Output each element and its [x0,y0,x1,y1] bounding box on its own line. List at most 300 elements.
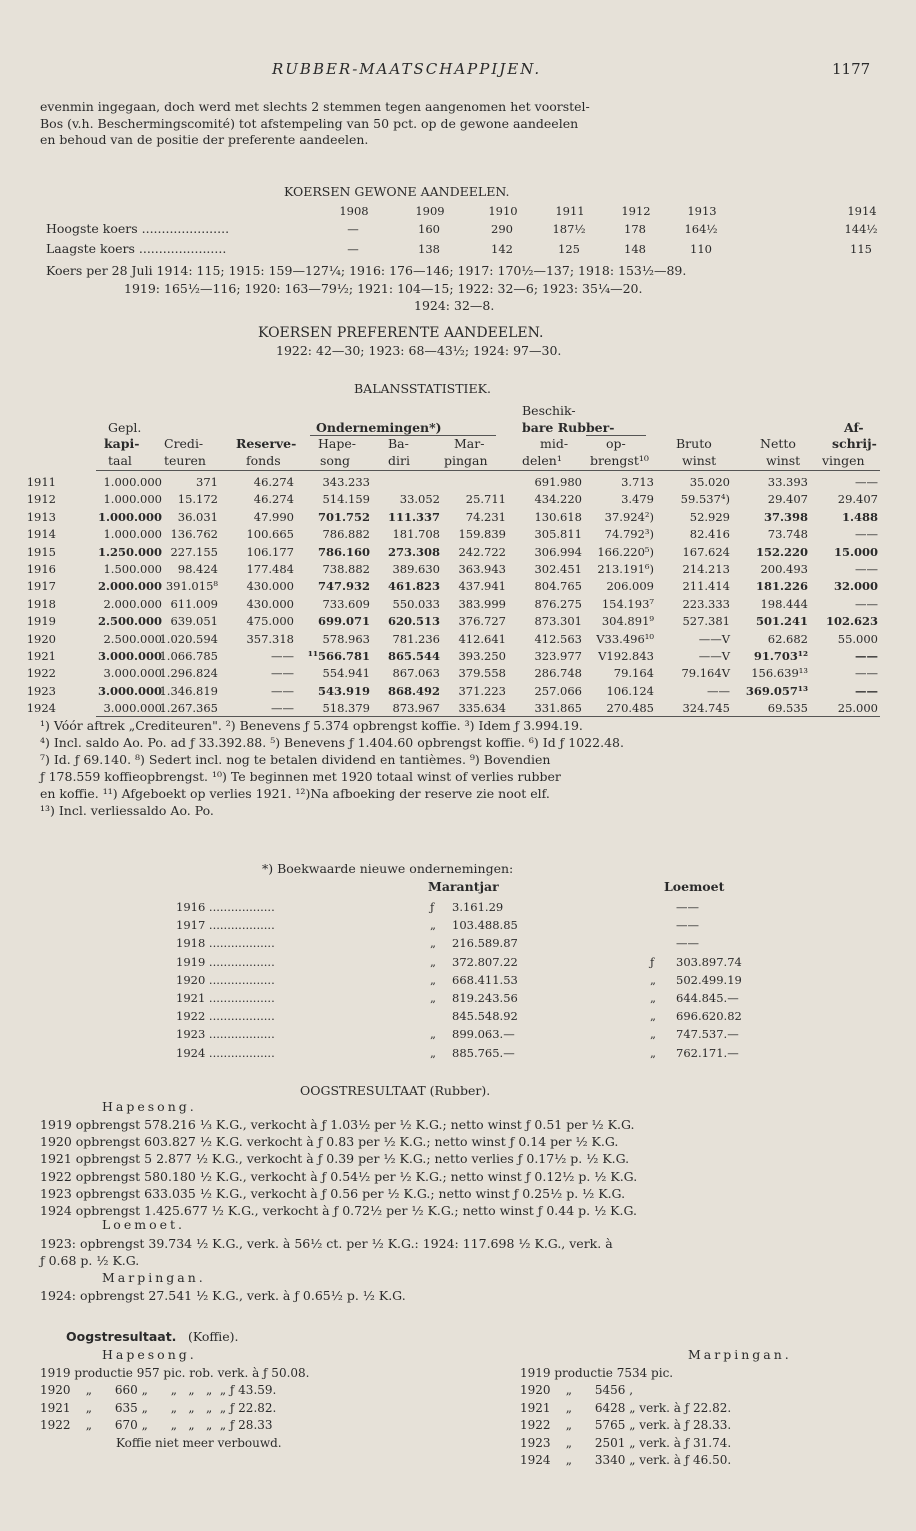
table-cell: 430.000 [246,579,294,594]
year-cell: 1923 [26,683,56,698]
boekwaarde-row [0,900,916,917]
koffie-line: 1920 „ 5456 , [520,1383,634,1398]
year-cell: 1911 [26,475,56,489]
table-cell: 611.009 [170,596,218,611]
oogst-line: 1920 opbrengst 603.827 ½ K.G. verkocht à ƒ 0.83 per ½ K.G.; netto winst ƒ 0.14 per ½ K.G. [40,1134,619,1150]
year-label: 1921 .................. [176,991,275,1005]
table-cell: 106.177 [246,544,294,559]
year-label: 1910 [488,204,518,218]
table-cell: 98.424 [177,562,218,576]
table-cell: 181.226 [755,579,808,594]
koffie-line: 1923 „ 2501 „ verk. à ƒ 31.74. [520,1435,732,1450]
col-head: Gepl. [108,420,142,435]
col-head: Ondernemingen*) [316,420,442,435]
col-head: vingen [822,453,865,468]
table-cell: 323.977 [534,649,582,663]
prefix: „ [430,972,436,987]
footnote: ƒ 178.559 koffieopbrengst. ¹⁰) Te beginnen met 1920 totaal winst of verlies rubber [40,769,561,784]
prefix: „ [430,991,436,1005]
table-row [26,492,890,509]
prefix: „ [430,918,436,933]
col-head: pingan [444,453,488,468]
section-heading: KOERSEN GEWONE AANDEELEN. [284,184,510,199]
boekwaarde-row [0,955,916,972]
table-cell: 29.407 [767,492,808,507]
year-cell: 1916 [26,562,56,576]
table-cell: 527.381 [682,614,730,629]
year-label: 1912 [621,204,651,218]
table-cell: 227.155 [170,544,218,559]
table-cell: 865.544 [387,649,440,663]
table-cell: 46.274 [253,475,294,489]
year-cell: 1921 [26,649,56,663]
intro-line: evenmin ingegaan, doch werd met slechts 2 stemmen tegen aangenomen het voorstel- [40,99,590,114]
prefix: „ [650,972,656,987]
prefix: „ [650,1009,656,1024]
table-cell: 335.634 [458,701,506,716]
value: 103.488.85 [452,918,518,933]
table-cell: 111.337 [387,509,440,524]
table-cell: 69.535 [767,701,808,716]
year-label: 1918 .................. [176,936,275,951]
table-cell: 25.711 [465,492,506,507]
table-cell: 33.052 [399,492,440,507]
table-cell: 15.000 [833,544,878,559]
table-cell: —— [855,683,878,698]
table-cell: 391.015⁸ [165,579,218,594]
prefix: „ [650,991,656,1005]
table-cell: 46.274 [253,492,294,507]
col-head: Hape- [318,436,356,451]
col-head: fonds [246,453,281,468]
year-cell: 1919 [26,614,56,629]
table-cell: 873.967 [392,701,440,716]
table-cell: 620.513 [387,614,440,629]
table-cell: 152.220 [755,544,808,559]
year-label: 1908 [339,204,369,218]
prefix: „ [650,1045,656,1060]
value: 303.897.74 [676,954,742,969]
table-cell: 213.191⁶) [597,562,654,576]
koers-value: 148 [624,242,646,256]
oogst-line: 1924: opbrengst 27.541 ½ K.G., verk. à ƒ 0.65½ p. ½ K.G. [40,1288,406,1303]
table-cell: 324.745 [682,701,730,716]
table-cell: 82.416 [689,527,730,542]
table-cell: 501.241 [755,614,808,629]
table-cell: 1.000.000 [97,509,162,524]
col-head: Beschik- [522,403,576,418]
table-cell: 156.639¹³ [751,666,808,681]
year-label: 1916 .................. [176,900,275,914]
table-cell: 1.346.819 [159,683,218,698]
year-cell: 1913 [26,509,56,524]
table-cell: 437.941 [458,579,506,594]
koers-value: 160 [418,222,440,236]
row-label: Hoogste koers ...................... [46,222,230,236]
table-cell: 514.159 [322,492,370,507]
koers-value: 110 [690,242,712,256]
koers-note: Koers per 28 Juli 1914: 115; 1915: 159—127¼; 1916: 176—146; 1917: 170½—137; 1918: 153½—89. [46,263,687,278]
year-cell: 1914 [26,527,56,542]
footnote: ¹) Vóór aftrek „Crediteuren". ²) Benevens ƒ 5.374 opbrengst koffie. ³) Idem ƒ 3.994.19. [40,718,583,733]
section-heading: *) Boekwaarde nieuwe ondernemingen: [262,861,514,876]
table-cell: 223.333 [682,596,730,611]
table-row [26,475,890,492]
table-cell: 2.500.000 [103,631,162,646]
table-cell: 1.000.000 [103,527,162,542]
table-row [26,666,890,683]
col-head: winst [766,453,801,468]
koers-value: 290 [491,222,513,236]
table-cell: 35.020 [689,475,730,489]
table-cell: 270.485 [606,701,654,716]
table-cell: 3.000.000 [97,683,162,698]
prefix: „ [430,1027,436,1042]
table-cell: —— [855,666,878,681]
table-cell: 302.451 [534,562,582,576]
footnote: ¹³) Incl. verliessaldo Ao. Po. [40,803,214,818]
table-cell: 73.748 [767,527,808,542]
koers-value: 164½ [684,222,718,236]
col-head: Af- [844,420,864,435]
table-cell: 550.033 [392,596,440,611]
table-cell: 59.537⁴) [680,492,730,507]
table-cell: 412.641 [458,631,506,646]
table-cell: 91.703¹² [753,649,808,663]
table-cell: 376.727 [458,614,506,629]
table-cell: 79.164V [681,666,730,681]
year-label: 1911 [555,204,585,218]
koers-value: 187½ [552,222,586,236]
table-cell: 37.398 [763,509,808,524]
koers-value: 142 [491,242,513,256]
table-cell: 379.558 [458,666,506,681]
table-cell: 306.994 [534,544,582,559]
table-cell: —— [855,527,878,542]
table-cell: 242.722 [458,544,506,559]
table-row [26,596,890,614]
koffie-line: 1922 „ 670 „ „ „ „ „ ƒ 28.33 [40,1418,273,1433]
table-cell: 25.000 [837,701,878,716]
table-cell: 102.623 [825,614,878,629]
koers-value: — [347,222,359,236]
koers-value: 125 [558,242,580,256]
value: 899.063.— [452,1027,515,1042]
boekwaarde-row [0,991,916,1008]
page-title: RUBBER-MAATSCHAPPIJEN. [272,60,542,78]
prefix: „ [430,954,436,969]
table-cell: 3.000.000 [103,666,162,681]
koffie-line: 1919 productie 957 pic. rob. verk. à ƒ 50.08. [40,1366,310,1380]
table-cell: 2.000.000 [103,596,162,611]
footnote: ⁴) Incl. saldo Ao. Po. ad ƒ 33.392.88. ⁵) Benevens ƒ 1.404.60 opbrengst koffie. ⁶) Id ƒ 1022.48. [40,735,624,750]
page-number: 1177 [832,60,871,78]
table-cell: 873.301 [534,614,582,629]
table-cell: 130.618 [534,509,582,524]
value: 696.620.82 [676,1009,742,1024]
koers-value: 115 [850,242,872,256]
subheading: Hapesong. [102,1099,197,1114]
section-subheading: (Koffie). [188,1329,239,1344]
prefix: „ [430,1045,436,1060]
intro-line: Bos (v.h. Beschermingscomité) tot afstempeling van 50 pct. op de gewone aandeelen [40,116,579,131]
table-cell: 52.929 [689,509,730,524]
col-head: kapi- [104,436,140,451]
prefix: „ [650,1027,656,1042]
col-head: Marantjar [428,879,499,894]
table-cell: 55.000 [837,631,878,646]
oogst-line: 1924 opbrengst 1.425.677 ½ K.G., verkocht à ƒ 0.72½ per ½ K.G.; netto winst ƒ 0.44 p. ½ K.G. [40,1203,637,1218]
year-cell: 1915 [26,544,56,559]
table-cell: 62.682 [767,631,808,646]
table-cell: 1.020.594 [159,631,218,646]
section-heading: KOERSEN PREFERENTE AANDEELEN. [258,325,544,341]
table-cell: 363.943 [458,562,506,576]
table-cell: 747.932 [317,579,370,594]
table-row [26,579,890,596]
boekwaarde-row [0,936,916,953]
table-cell: 578.963 [322,631,370,646]
boekwaarde-row [0,918,916,935]
subheading: Loemoet. [102,1217,185,1232]
col-head: bare Rubber- [522,420,615,435]
table-cell: 3.713 [621,475,654,489]
value: —— [676,936,699,951]
koers-value: — [347,242,359,256]
col-head: op- [606,436,626,451]
table-cell: —— [271,683,294,698]
col-head: mid- [540,436,569,451]
table-cell: —— [855,475,878,489]
table-cell: 154.193⁷ [601,596,654,611]
table-cell: 876.275 [534,596,582,611]
table-cell: 733.609 [322,596,370,611]
table-cell: 1.296.824 [159,666,218,681]
col-head: taal [108,453,132,468]
intro-line: en behoud van de positie der preferente aandeelen. [40,132,369,147]
year-cell: 1920 [26,631,56,646]
subheading: Marpingan. [688,1347,792,1362]
table-cell: 371 [196,475,218,489]
table-cell: 181.708 [392,527,440,542]
section-heading: BALANSSTATISTIEK. [354,381,491,396]
boekwaarde-row [0,1027,916,1044]
col-head: schrij- [832,436,877,451]
value: 668.411.53 [452,972,518,987]
table-cell: 198.444 [760,596,808,611]
table-cell: 331.865 [534,701,582,716]
value: —— [676,918,699,933]
table-cell: 475.000 [246,614,294,629]
koers-value: 144½ [844,222,878,236]
year-cell: 1918 [26,596,56,611]
value: 216.589.87 [452,936,518,951]
table-cell: 33.393 [767,475,808,489]
table-cell: 3.000.000 [97,649,162,663]
col-head: teuren [164,453,206,468]
table-cell: 357.318 [246,631,294,646]
koers-value: 178 [624,222,646,236]
col-head: Reserve- [236,436,297,451]
value: 747.537.— [676,1027,739,1042]
table-cell: 47.990 [253,509,294,524]
value: 845.548.92 [452,1009,518,1024]
prefix: ƒ [650,954,655,969]
boekwaarde-row [0,1046,916,1063]
table-cell: 430.000 [246,596,294,611]
year-cell: 1924 [26,701,56,716]
table-row [26,544,890,562]
value: 819.243.56 [452,991,518,1005]
table-cell: 1.000.000 [103,475,162,489]
year-label: 1924 .................. [176,1045,275,1060]
table-cell: 412.563 [534,631,582,646]
table-cell: —— [707,683,730,698]
col-head: song [320,453,350,468]
oogst-line: 1921 opbrengst 5 2.877 ½ K.G., verkocht à ƒ 0.39 per ½ K.G.; netto verlies ƒ 0.17½ p. ½ K.G. [40,1151,630,1167]
table-cell: 781.236 [392,631,440,646]
table-cell: 177.484 [246,562,294,576]
boekwaarde-row [0,1009,916,1026]
table-cell: V192.843 [598,649,654,663]
value: 644.845.— [676,991,739,1005]
table-row [26,509,890,527]
table-cell: —— [855,649,878,663]
table-cell: —— [271,666,294,681]
koers-note: 1919: 165½—116; 1920: 163—79½; 1921: 104—15; 1922: 32—6; 1923: 35¼—20. [124,281,643,296]
table-cell: 286.748 [534,666,582,681]
value: 885.765.— [452,1045,515,1060]
table-cell: —— [855,596,878,611]
table-row [26,631,890,649]
koffie-line: 1919 productie 7534 pic. [520,1366,674,1380]
table-cell: 1.000.000 [103,492,162,507]
col-head: Netto [760,436,796,451]
table-cell: 738.882 [322,562,370,576]
table-row [26,614,890,631]
col-head: Mar- [454,436,485,451]
table-cell: 305.811 [534,527,582,542]
table-cell: 393.250 [458,649,506,663]
table-cell: 1.066.785 [159,649,218,663]
year-label: 1922 .................. [176,1009,275,1024]
table-cell: 2.000.000 [97,579,162,594]
table-cell: 100.665 [246,527,294,542]
oogst-line: 1923 opbrengst 633.035 ½ K.G., verkocht à ƒ 0.56 per ½ K.G.; netto winst ƒ 0.25½ p. ½ K.G. [40,1185,626,1201]
table-row [26,562,890,579]
year-label: 1914 [847,204,877,218]
table-cell: 79.164 [613,666,654,681]
table-cell: 786.882 [322,527,370,542]
koers-value: 138 [418,242,440,256]
boekwaarde-row [0,973,916,990]
table-cell: 273.308 [387,544,440,559]
table-cell: 211.414 [682,579,730,594]
table-cell: 543.919 [317,683,370,698]
table-cell: 1.267.365 [159,701,218,716]
oogst-line: ƒ 0.68 p. ½ K.G. [40,1253,140,1268]
year-label: 1913 [687,204,717,218]
table-cell: 434.220 [534,492,582,507]
table-cell: V33.496¹⁰ [596,631,654,646]
table-cell: 389.630 [392,562,440,576]
table-cell: —— [271,701,294,716]
table-cell: 159.839 [458,527,506,542]
table-cell: 1.488 [841,509,878,524]
value: 762.171.— [676,1045,739,1060]
table-cell: 167.624 [682,544,730,559]
table-cell: 136.762 [170,527,218,542]
subheading: Hapesong. [102,1347,197,1362]
koffie-line: 1922 „ 5765 „ verk. à ƒ 28.33. [520,1418,732,1433]
prefix: „ [430,936,436,951]
table-cell: 74.792³) [604,527,654,542]
table-cell: 1.250.000 [97,544,162,559]
table-cell: 691.980 [534,475,582,489]
table-cell: 461.823 [387,579,440,594]
table-cell: 3.479 [621,492,654,507]
col-head: Credi- [164,436,204,451]
koffie-line: 1924 „ 3340 „ verk. à ƒ 46.50. [520,1453,732,1467]
table-row [26,527,890,544]
value: 502.499.19 [676,972,742,987]
table-cell: 639.051 [170,614,218,629]
table-cell: 518.379 [322,701,370,716]
koffie-line: 1921 „ 635 „ „ „ „ „ ƒ 22.82. [40,1400,277,1415]
table-cell: 36.031 [177,509,218,524]
table-cell: 699.071 [317,614,370,629]
koffie-line: 1920 „ 660 „ „ „ „ „ ƒ 43.59. [40,1383,277,1398]
table-cell: 37.924²) [604,509,654,524]
table-cell: 166.220⁵) [597,544,654,559]
oogst-line: 1919 opbrengst 578.216 ⅓ K.G., verkocht à ƒ 1.03½ per ½ K.G.; netto winst ƒ 0.51 per ½ K.G. [40,1117,635,1132]
table-cell: —— [271,649,294,663]
year-cell: 1917 [26,579,56,594]
table-cell: 206.009 [606,579,654,594]
value: 3.161.29 [452,900,504,914]
col-head: Loemoet [664,879,725,894]
table-cell: 29.407 [837,492,878,507]
col-head: Bruto [676,436,712,451]
footnote: en koffie. ¹¹) Afgeboekt op verlies 1921. ¹²)Na afboeking der reserve zie noot elf. [40,786,550,801]
table-cell: 200.493 [760,562,808,576]
table-cell: 106.124 [606,683,654,698]
table-cell: 1.500.000 [103,562,162,576]
value: 372.807.22 [452,954,518,969]
table-cell: 554.941 [322,666,370,681]
col-head: winst [682,453,717,468]
table-cell: ¹¹566.781 [307,649,370,663]
table-cell: 3.000.000 [103,701,162,716]
col-head: brengst¹⁰ [590,453,649,468]
table-cell: 804.765 [534,579,582,594]
section-heading: OOGSTRESULTAAT (Rubber). [300,1083,491,1098]
table-cell: 868.492 [387,683,440,698]
year-cell: 1922 [26,666,56,681]
col-head: diri [388,453,410,468]
footnote: ⁷) Id. ƒ 69.140. ⁸) Sedert incl. nog te betalen dividend en tantièmes. ⁹) Bovendien [40,752,551,767]
koffie-line: Koffie niet meer verbouwd. [116,1435,282,1450]
table-cell: 383.999 [458,596,506,611]
prefix: ƒ [430,900,435,914]
row-label: Laagste koers ...................... [46,242,227,256]
table-cell: 15.172 [177,492,218,507]
table-row [26,683,890,701]
table-cell: 343.233 [322,475,370,489]
oogst-line: 1923: opbrengst 39.734 ½ K.G., verk. à 56½ ct. per ½ K.G.: 1924: 117.698 ½ K.G., verk. à [40,1236,613,1251]
subheading: Marpingan. [102,1270,206,1285]
table-cell: 2.500.000 [97,614,162,629]
